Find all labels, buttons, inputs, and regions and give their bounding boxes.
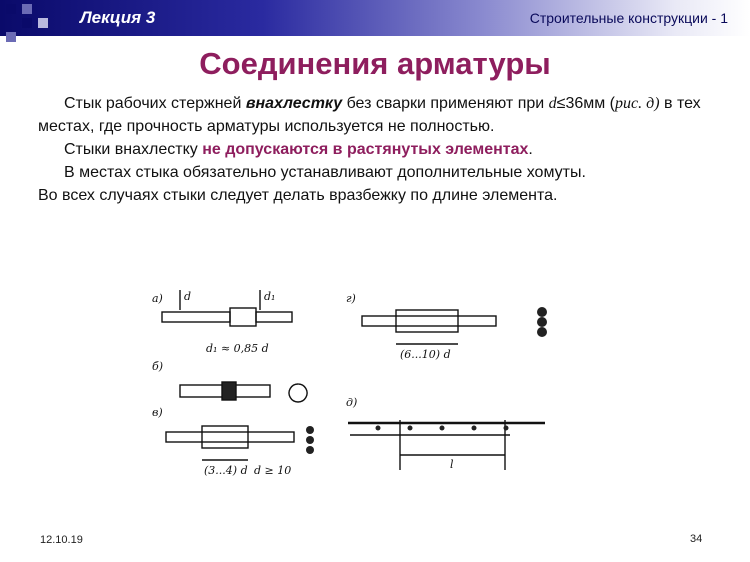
p1-le: ≤36мм (	[556, 95, 616, 112]
decor-square	[38, 18, 48, 28]
paragraph-2	[38, 138, 728, 161]
decorative-squares	[0, 0, 80, 50]
paragraph-3: В местах стыка обязательно устанавливают дополнительные хомуты.	[64, 164, 586, 181]
slide-title: Соединения арматуры	[199, 46, 551, 81]
rebar-d-dot	[440, 426, 445, 431]
p1-emphasis: внахлестку	[245, 95, 343, 112]
dim-label-l: l	[450, 458, 454, 471]
rebar-d-dot	[408, 426, 413, 431]
decor-square	[6, 4, 16, 14]
rebar-g-dot	[537, 307, 547, 317]
p2-pre: Стыки внахлестку	[64, 141, 203, 158]
decor-square	[6, 32, 16, 42]
label-b: б)	[152, 360, 164, 373]
rebar-b-weld	[222, 382, 236, 400]
rebar-d-dot	[472, 426, 477, 431]
rebar-v	[166, 432, 294, 442]
rebar-g-dot	[537, 317, 547, 327]
rebar-a-coupler	[230, 308, 256, 326]
label-v: в)	[152, 406, 163, 419]
decor-square	[22, 4, 32, 14]
rebar-d-dot	[504, 426, 509, 431]
rebar-g	[362, 316, 496, 326]
rebar-v-dot	[306, 426, 314, 434]
rebar-b-section	[289, 384, 307, 402]
rebar-d-dot	[376, 426, 381, 431]
dim-label-d: d	[184, 290, 192, 303]
p1-pre: Стык рабочих стержней	[64, 95, 246, 112]
p1-mid: без сварки применяют при	[342, 95, 549, 112]
rebar-splice-figure	[150, 280, 570, 490]
lecture-label: Лекция 3	[80, 8, 156, 27]
formula-label: d₁ ≈ 0,85 d	[206, 342, 269, 355]
label-a: а)	[152, 292, 163, 305]
rebar-v-dot	[306, 436, 314, 444]
paragraph-1	[38, 92, 728, 138]
label-g: г)	[346, 292, 356, 305]
paragraph-4: Во всех случаях стыки следует делать вразбежку по длине элемента.	[38, 187, 558, 204]
p1-d-symbol: d	[548, 95, 557, 112]
rebar-g-sleeve	[396, 310, 458, 332]
course-title: Строительные конструкции - 1	[529, 10, 728, 26]
decor-square	[22, 18, 32, 28]
rebar-a-right	[256, 312, 292, 322]
slide-body	[38, 92, 728, 207]
rebar-g-dot	[537, 327, 547, 337]
rebar-v-sleeve	[202, 426, 248, 448]
p1-figure-ref: рис. д)	[615, 95, 660, 112]
page-number: 34	[690, 533, 703, 545]
footer-date: 12.10.19	[40, 534, 83, 546]
label-d: д)	[346, 396, 358, 409]
dim-label-g: (6...10) d	[400, 348, 451, 361]
dim-label-v2: d ≥ 10	[254, 464, 292, 477]
dim-label-d1: d₁	[264, 290, 276, 303]
p1-post: в тех местах, где прочность арматуры используется не полностью.	[38, 95, 701, 135]
rebar-a-left	[162, 312, 230, 322]
p2-post: .	[528, 141, 533, 158]
dim-label-v: (3...4) d	[204, 464, 248, 477]
rebar-v-dot	[306, 446, 314, 454]
p2-accent: не допускаются в растянутых элементах	[202, 141, 529, 158]
